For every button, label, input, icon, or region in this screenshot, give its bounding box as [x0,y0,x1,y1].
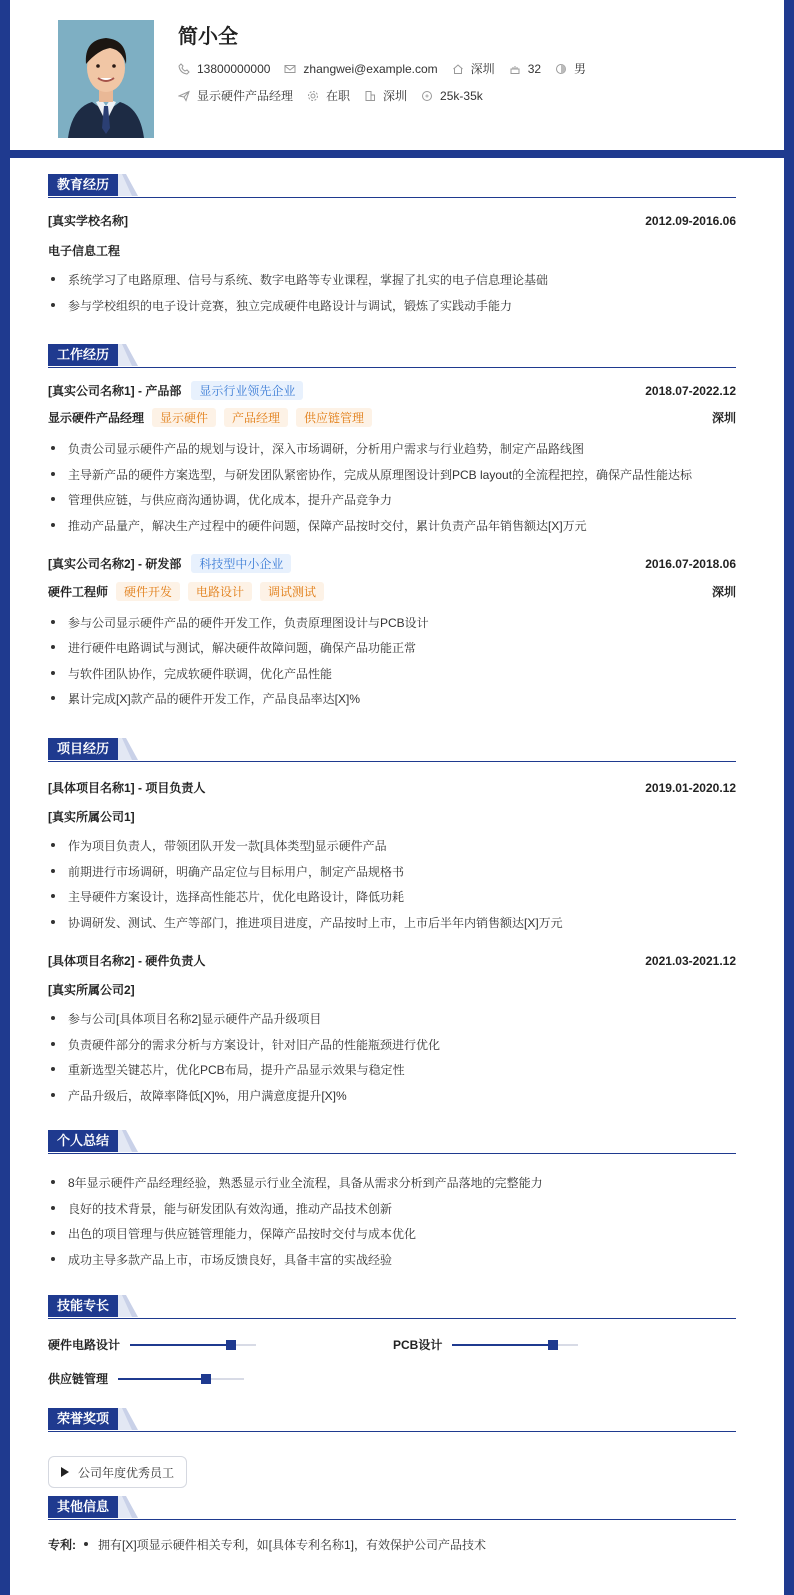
skill-item [48,1370,244,1387]
section-title-tail [118,344,138,366]
section-header [48,174,736,198]
gender-value: 男 [574,62,587,76]
project-header-row [48,779,736,796]
resume-header [10,0,784,150]
skill-knob [201,1374,211,1384]
gender-icon [555,63,567,75]
skill-tag: 显示硬件 [152,408,216,427]
salary-info [421,89,483,103]
patent-text [76,1536,486,1553]
section-title-tail [118,1295,138,1317]
awards-section [48,1408,736,1480]
project-company-row [48,808,736,825]
email-info [284,62,437,76]
list-item: 推动产品量产，解决生产过程中的硬件问题，保障产品按时交付，累计负责产品年销售额达[X]万元 [48,517,736,534]
job-header-row [48,554,736,573]
job-intent-row [178,87,497,104]
project-header-row [48,952,736,969]
education-section [48,174,736,313]
section-header [48,1496,736,1520]
list-item: 负责硬件部分的需求分析与方案设计，针对旧产品的性能瓶颈进行优化 [48,1036,736,1053]
salary-range: 25k-35k [440,88,483,103]
profile-photo [58,20,154,138]
job-role-row [48,408,736,427]
section-title: 技能专长 [48,1295,118,1317]
skill-name: PCB设计 [393,1338,443,1352]
project-name: [具体项目名称2] - 硬件负责人 [48,954,206,968]
section-title: 个人总结 [48,1130,118,1152]
project-period: 2019.01-2020.12 [645,780,736,795]
cake-icon [509,63,521,75]
skills-section [48,1295,736,1386]
list-item: 与软件团队协作，完成软硬件联调，优化产品性能 [48,665,736,682]
skill-bar [452,1344,578,1346]
patent-description: 拥有[X]项显示硬件相关专利，如[具体专利名称1]，有效保护公司产品技术 [98,1538,487,1552]
job-status: 在职 [326,89,351,103]
education-header-row [48,212,736,229]
job-period: 2016.07-2018.06 [645,556,736,571]
section-header [48,1408,736,1432]
list-item: 重新选型关键芯片，优化PCB布局，提升产品显示效果与稳定性 [48,1061,736,1078]
section-header [48,1295,736,1319]
target-city-info [364,87,407,104]
phone-info [178,62,270,76]
major-name: 电子信息工程 [48,244,121,258]
projects-section [48,738,736,1103]
list-item: 作为项目负责人，带领团队开发一款[具体类型]显示硬件产品 [48,837,736,854]
status-info [307,87,350,104]
summary-section [48,1130,736,1267]
job-location: 深圳 [711,411,736,425]
list-item: 累计完成[X]款产品的硬件开发工作，产品良品率达[X]% [48,690,736,707]
company-name: [真实公司名称2] - 研发部 [48,557,182,571]
list-item: 出色的项目管理与供应链管理能力，保障产品按时交付与成本优化 [48,1225,736,1242]
gender-info [555,60,586,77]
skill-fill [130,1344,231,1346]
skill-name: 供应链管理 [48,1372,109,1386]
job-role: 硬件工程师 [48,585,109,599]
list-item: 系统学习了电路原理、信号与系统、数字电路等专业课程，掌握了扎实的电子信息理论基础 [48,271,736,288]
send-icon [178,90,190,102]
project-name: [具体项目名称1] - 项目负责人 [48,781,206,795]
header-divider [0,150,794,158]
skill-fill [118,1378,206,1380]
skill-tag: 产品经理 [224,408,288,427]
skill-tag: 供应链管理 [296,408,372,427]
home-icon [452,63,464,75]
skill-bar [118,1378,244,1380]
phone-icon [178,63,190,75]
other-section [48,1496,736,1552]
job-role-row [48,582,736,601]
gear-icon [307,90,319,102]
award-name: 公司年度优秀员工 [78,1465,175,1480]
section-title-tail [118,738,138,760]
project-company-row [48,981,736,998]
school-name: [真实学校名称] [48,214,128,228]
patent-label: 专利: [48,1538,76,1552]
contact-row [178,60,600,77]
list-item: 前期进行市场调研，明确产品定位与目标用户，制定产品规格书 [48,863,736,880]
age-info [509,62,541,76]
skill-name: 硬件电路设计 [48,1338,121,1352]
work-section [48,344,736,706]
project-period: 2021.03-2021.12 [645,953,736,968]
list-item: 管理供应链，与供应商沟通协调，优化成本，提升产品竞争力 [48,491,736,508]
skill-knob [548,1340,558,1350]
section-title: 荣誉奖项 [48,1408,118,1430]
project-company: [真实所属公司1] [48,810,135,824]
section-header [48,738,736,762]
job-header-row [48,381,736,400]
target-position: 显示硬件产品经理 [197,89,294,103]
skill-tag: 调试测试 [260,582,324,601]
email-address: zhangwei@example.com [303,61,438,76]
section-header [48,1130,736,1154]
list-item: 产品升级后，故障率降低[X]%，用户满意度提升[X]% [48,1087,736,1104]
list-item: 进行硬件电路调试与测试，解决硬件故障问题，确保产品功能正常 [48,639,736,656]
coin-icon [421,90,433,102]
list-item: 主导新产品的硬件方案选型，与研发团队紧密协作，完成从原理图设计到PCB layout的全流程把控，确保产品性能达标 [48,466,736,483]
section-header [48,344,736,368]
building-icon [364,90,376,102]
section-title-tail [118,1408,138,1430]
section-title-tail [118,1496,138,1518]
patent-row [48,1536,736,1553]
phone-number: 13800000000 [197,61,271,76]
section-title: 其他信息 [48,1496,118,1518]
position-info [178,87,293,104]
skill-fill [452,1344,553,1346]
skill-tag: 硬件开发 [116,582,180,601]
section-title: 教育经历 [48,174,118,196]
education-period: 2012.09-2016.06 [645,213,736,228]
list-item: 负责公司显示硬件产品的规划与设计，深入市场调研，分析用户需求与行业趋势，制定产品路线图 [48,440,736,457]
bullet-dot [84,1542,88,1546]
age-value: 32 [527,61,542,76]
company-tag: 科技型中小企业 [191,554,291,573]
project-company: [真实所属公司2] [48,983,135,997]
mail-icon [284,63,296,75]
list-item: 参与公司显示硬件产品的硬件开发工作，负责原理图设计与PCB设计 [48,614,736,631]
play-icon [61,1467,69,1477]
skill-tag: 电路设计 [188,582,252,601]
list-item: 参与公司[具体项目名称2]显示硬件产品升级项目 [48,1010,736,1027]
company-tag: 显示行业领先企业 [191,381,303,400]
list-item: 8年显示硬件产品经理经验，熟悉显示行业全流程，具备从需求分析到产品落地的完整能力 [48,1174,736,1191]
list-item: 协调研发、测试、生产等部门，推进项目进度，产品按时上市，上市后半年内销售额达[X]万元 [48,914,736,931]
award-item[interactable] [48,1456,187,1488]
list-item: 参与学校组织的电子设计竞赛，独立完成硬件电路设计与调试，锻炼了实践动手能力 [48,297,736,314]
company-name: [真实公司名称1] - 产品部 [48,384,182,398]
job-role: 显示硬件产品经理 [48,411,145,425]
skill-item [48,1336,256,1353]
section-title: 工作经历 [48,344,118,366]
skill-knob [226,1340,236,1350]
list-item: 主导硬件方案设计，选择高性能芯片，优化电路设计，降低功耗 [48,888,736,905]
list-item: 成功主导多款产品上市，市场反馈良好，具备丰富的实战经验 [48,1251,736,1268]
left-border [0,0,10,1595]
target-city: 深圳 [383,89,408,103]
right-border [784,0,794,1595]
job-location: 深圳 [711,585,736,599]
city-info [452,60,495,77]
section-title-tail [118,1130,138,1152]
section-title-tail [118,174,138,196]
skill-bar [130,1344,256,1346]
list-item: 良好的技术背景，能与研发团队有效沟通，推动产品技术创新 [48,1200,736,1217]
skill-item [393,1336,578,1353]
city-value: 深圳 [470,62,495,76]
job-period: 2018.07-2022.12 [645,383,736,398]
section-title: 项目经历 [48,738,118,760]
candidate-name: 简小全 [178,24,238,48]
major-row [48,242,736,259]
